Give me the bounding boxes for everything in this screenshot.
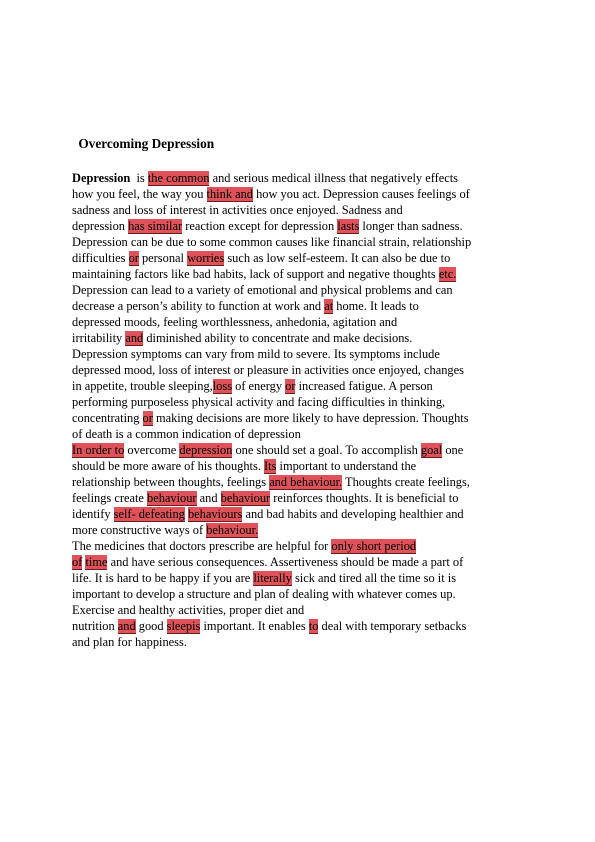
text-line: [72, 202, 527, 218]
text-segment: relationship between thoughts, feelings: [72, 475, 270, 489]
text-segment: longer than sadness.: [359, 219, 463, 233]
text-line: [72, 602, 527, 618]
text-line: [72, 570, 527, 586]
text-segment: Thoughts create feelings,: [342, 475, 470, 489]
text-segment: one should set a goal. To accomplish: [232, 443, 421, 457]
text-segment: important to understand the: [276, 459, 417, 473]
text-segment: decrease a person’s ability to function at work and: [72, 299, 325, 313]
text-line: [72, 618, 527, 634]
highlighted-phrase: literally: [253, 571, 292, 585]
highlighted-phrase: loss: [212, 379, 233, 393]
text-line: [72, 426, 527, 442]
highlighted-phrase: sleepis: [166, 619, 201, 633]
text-segment: personal: [138, 251, 188, 265]
highlighted-phrase: Its: [264, 459, 277, 473]
text-line: [72, 298, 527, 314]
text-line: [72, 586, 527, 602]
text-segment: important. It enables: [200, 619, 309, 633]
highlighted-phrase: think and: [206, 187, 254, 201]
highlighted-phrase: or: [128, 251, 139, 265]
text-line: [72, 410, 527, 426]
text-segment: sadness and loss of interest in activities once enjoyed. Sadness and: [72, 203, 403, 217]
text-line: [72, 554, 527, 570]
text-segment: difficulties: [72, 251, 129, 265]
text-segment: maintaining factors like bad habits, lack of support and negative thoughts: [72, 267, 439, 281]
highlighted-phrase: to: [308, 619, 319, 633]
highlighted-phrase: behaviour: [147, 491, 197, 505]
text-segment: one: [442, 443, 464, 457]
highlighted-phrase: etc.: [438, 267, 457, 281]
text-line: [72, 218, 527, 234]
text-segment: important to develop a structure and plan of dealing with whatever comes up.: [72, 587, 456, 601]
highlighted-phrase: or: [285, 379, 296, 393]
text-segment: Depression can lead to a variety of emotional and physical problems and can: [72, 283, 453, 297]
text-line: [72, 250, 527, 266]
text-segment: deal with temporary setbacks: [318, 619, 467, 633]
text-segment: should be more aware of his thoughts.: [72, 459, 265, 473]
text-line: [72, 234, 527, 250]
text-line: [72, 186, 527, 202]
text-line: [72, 266, 527, 282]
text-segment: good: [135, 619, 167, 633]
text-line: [72, 330, 527, 346]
text-segment: how you feel, the way you: [72, 187, 207, 201]
text-segment: and have serious consequences. Assertiveness should be made a part of: [107, 555, 464, 569]
text-segment: sick and tired all the time so it is: [291, 571, 457, 585]
text-segment: and plan for happiness.: [72, 635, 187, 649]
text-segment: and: [196, 491, 221, 505]
text-segment: and serious medical illness that negatively effects: [209, 171, 459, 185]
text-segment: Depression: [72, 171, 134, 185]
text-segment: irritability: [72, 331, 126, 345]
text-line: [72, 490, 527, 506]
highlighted-phrase: only short period: [331, 539, 417, 553]
text-line: [72, 282, 527, 298]
text-line: [72, 170, 527, 186]
text-segment: identify: [72, 507, 114, 521]
text-segment: reinforces thoughts. It is beneficial to: [270, 491, 459, 505]
document-page: [72, 0, 527, 842]
text-segment: The medicines that doctors prescribe are helpful for: [72, 539, 332, 553]
text-segment: and bad habits and developing healthier and: [242, 507, 464, 521]
highlighted-phrase: or: [142, 411, 153, 425]
highlighted-phrase: and: [117, 619, 136, 633]
text-segment: overcome: [124, 443, 180, 457]
text-segment: diminished ability to concentrate and make decisions.: [143, 331, 413, 345]
text-segment: is: [133, 171, 148, 185]
document-title: Overcoming Depression: [75, 136, 215, 151]
text-line: [72, 394, 527, 410]
text-segment: Depression can be due to some common causes like financial strain, relationship: [72, 235, 472, 249]
highlighted-phrase: behaviours: [187, 507, 243, 521]
highlighted-phrase: the common: [147, 171, 210, 185]
text-segment: depression: [72, 219, 129, 233]
text-segment: more constructive ways of: [72, 523, 207, 537]
text-segment: nutrition: [72, 619, 118, 633]
highlighted-phrase: goal: [420, 443, 443, 457]
highlighted-phrase: behaviour: [220, 491, 271, 505]
highlighted-phrase: worries: [187, 251, 225, 265]
highlighted-phrase: lasts: [337, 219, 360, 233]
text-line: [72, 442, 527, 458]
highlighted-phrase: and: [125, 331, 144, 345]
text-line: [72, 506, 527, 522]
text-segment: feelings create: [72, 491, 147, 505]
text-segment: depressed mood, loss of interest or pleasure in activities once enjoyed, changes: [72, 363, 464, 377]
text-line: [72, 346, 527, 362]
text-segment: Exercise and healthy activities, proper diet and: [72, 603, 305, 617]
text-line: [72, 314, 527, 330]
document-body: [72, 170, 527, 650]
text-line: [72, 634, 527, 650]
text-segment: performing purposeless physical activity and facing difficulties in thinking,: [72, 395, 446, 409]
text-segment: of energy: [232, 379, 286, 393]
highlighted-phrase: has similar: [128, 219, 183, 233]
text-segment: such as low self-esteem. It can also be due to: [224, 251, 451, 265]
text-segment: home. It leads to: [333, 299, 419, 313]
text-segment: life. It is hard to be happy if you are: [72, 571, 254, 585]
text-segment: depressed moods, feeling worthlessness, anhedonia, agitation and: [72, 315, 398, 329]
highlighted-phrase: In order to: [72, 443, 125, 457]
highlighted-phrase: time: [85, 555, 108, 569]
text-line: [72, 378, 527, 394]
text-segment: increased fatigue. A person: [295, 379, 433, 393]
text-line: [72, 538, 527, 554]
highlighted-phrase: depression: [179, 443, 233, 457]
highlighted-phrase: of: [72, 555, 83, 569]
highlighted-phrase: and behaviour.: [269, 475, 343, 489]
text-line: [72, 458, 527, 474]
highlighted-phrase: self- defeating: [113, 507, 185, 521]
text-segment: reaction except for depression: [182, 219, 338, 233]
text-line: [72, 474, 527, 490]
text-segment: how you act. Depression causes feelings of: [253, 187, 470, 201]
text-segment: of death is a common indication of depression: [72, 427, 301, 441]
text-segment: in appetite, trouble sleeping,: [72, 379, 213, 393]
text-segment: Depression symptoms can vary from mild to severe. Its symptoms include: [72, 347, 440, 361]
highlighted-phrase: behaviour.: [206, 523, 259, 537]
text-line: [72, 362, 527, 378]
text-segment: concentrating: [72, 411, 143, 425]
text-segment: making decisions are more likely to have depression. Thoughts: [152, 411, 469, 425]
text-line: [72, 522, 527, 538]
highlighted-phrase: at: [324, 299, 334, 313]
